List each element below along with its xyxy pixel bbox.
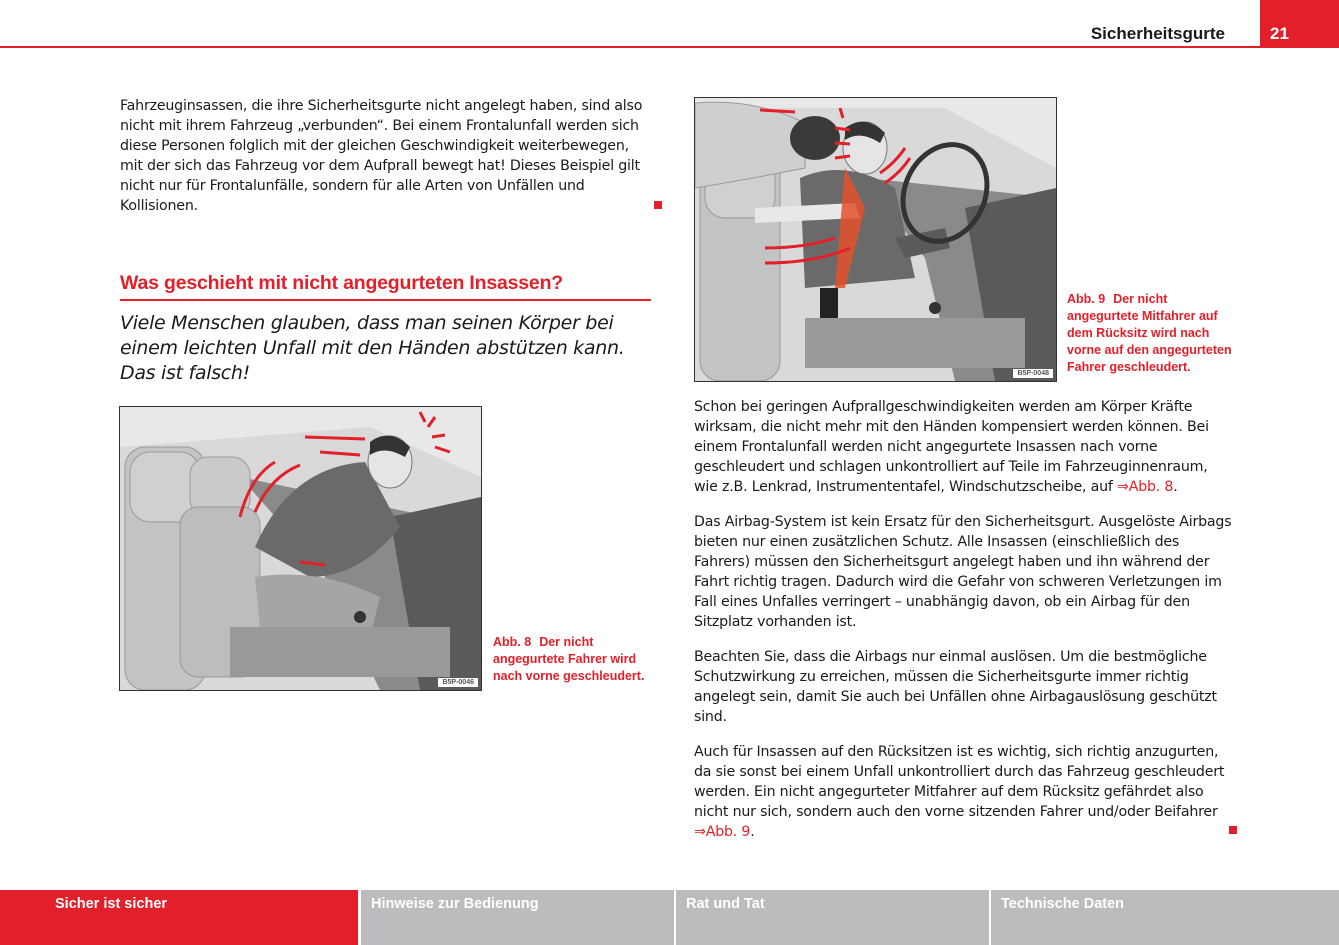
- unbelted-driver-illustration: [120, 407, 481, 690]
- paragraph-airbag-once: Beachten Sie, dass die Airbags nur einmal auslösen. Um die bestmögliche Schutzwirkung zu erreichen, müssen die Sicherheitsgurte immer richtig angelegt sein, damit Sie auch bei Unfällen ohne Airbagauslösung geschützt sind.: [694, 649, 1217, 725]
- link-abb-9[interactable]: ⇒Abb. 9: [694, 824, 751, 840]
- left-column: [120, 96, 655, 216]
- paragraph-rear-seats: Auch für Insassen auf den Rücksitzen ist es wichtig, sich richtig anzugurten, da sie sonst bei einem Unfall unkontrolliert durch das Fahrzeug geschleudert werden. Ein nicht angegurteter Mitfahrer auf dem Rücksitz gefährdet also nicht nur sich, sondern auch den vorne sitzenden Fahrer und/oder Beifahrer ⇒Abb. 9.: [694, 744, 1225, 840]
- figure-code: B5P-0046: [438, 678, 478, 687]
- link-abb-8[interactable]: ⇒Abb. 8: [1117, 479, 1174, 495]
- right-column: [694, 397, 1234, 842]
- header-rule: [0, 46, 1339, 48]
- section-end-marker: [654, 201, 662, 209]
- figure-caption-abb-9: [1067, 291, 1237, 376]
- figure-caption-abb-8: [493, 634, 658, 685]
- chapter-title: Sicherheitsgurte: [1090, 24, 1225, 43]
- intro-paragraph: Fahrzeuginsassen, die ihre Sicherheitsgurte nicht angelegt haben, sind also nicht mit ihrem Fahrzeug „verbunden“. Bei einem Frontalunfall werden sich diese Personen folglich mit der gleichen Geschwindigkeit weiterbewegen, mit der sich das Fahrzeug vor dem Aufprall bewegt hat! Dieses Beispiel gilt nicht nur für Frontalunfälle, sondern für alle Arten von Unfällen und Kollisionen.: [120, 98, 643, 214]
- footer-tab-sicher-ist-sicher[interactable]: Sicher ist sicher: [0, 890, 358, 945]
- footer-tab-rat-und-tat[interactable]: Rat und Tat: [676, 890, 989, 945]
- section-intro: Viele Menschen glauben, dass man seinen Körper bei einem leichten Unfall mit den Händen abstützen kann. Das ist falsch!: [120, 312, 625, 384]
- footer-tab-hinweise-zur-bedienung[interactable]: Hinweise zur Bedienung: [361, 890, 674, 945]
- caption-text: Der nicht angegurtete Mitfahrer auf dem Rücksitz wird nach vorne auf den angegurteten Fahrer geschleudert.: [1067, 292, 1232, 374]
- footer-navigation: [0, 890, 1339, 945]
- figure-code: B5P-0048: [1013, 369, 1053, 378]
- caption-number: Abb. 8: [493, 635, 532, 649]
- page-number-tab: [1260, 0, 1339, 48]
- figure-abb-9: [694, 97, 1057, 382]
- caption-number: Abb. 9: [1067, 292, 1106, 306]
- section-end-marker: [1229, 826, 1237, 834]
- figure-abb-8: [119, 406, 482, 691]
- caption-text: Der nicht angegurtete Fahrer wird nach vorne geschleudert.: [493, 635, 645, 683]
- paragraph-airbag-system: Das Airbag-System ist kein Ersatz für den Sicherheitsgurt. Ausgelöste Airbags bieten nur einen zusätzlichen Schutz. Alle Insassen (einschließlich des Fahrers) müssen den Sicherheitsgurt angelegt haben und ihn während der Fahrt richtig tragen. Dadurch wird die Gefahr von schweren Verletzungen im Fall eines Unfalles verringert – unabhängig davon, ob ein Airbag für den Sitzplatz vorhanden ist.: [694, 514, 1232, 630]
- section-heading: Was geschieht mit nicht angegurteten Insassen?: [120, 272, 651, 301]
- unbelted-rear-passenger-illustration: [695, 98, 1056, 381]
- footer-tab-technische-daten[interactable]: Technische Daten: [991, 890, 1339, 945]
- page-number: 21: [1270, 24, 1289, 43]
- paragraph-forces: Schon bei geringen Aufprallgeschwindigkeiten werden am Körper Kräfte wirksam, die nicht mehr mit den Händen kompensiert werden können. Bei einem Frontalunfall werden nicht angegurtete Insassen nach vorne geschleudert und schlagen unkontrolliert auf Teile im Fahrzeuginnenraum, wie z.B. Lenkrad, Instrumententafel, Windschutzscheibe, auf ⇒Abb. 8.: [694, 399, 1209, 495]
